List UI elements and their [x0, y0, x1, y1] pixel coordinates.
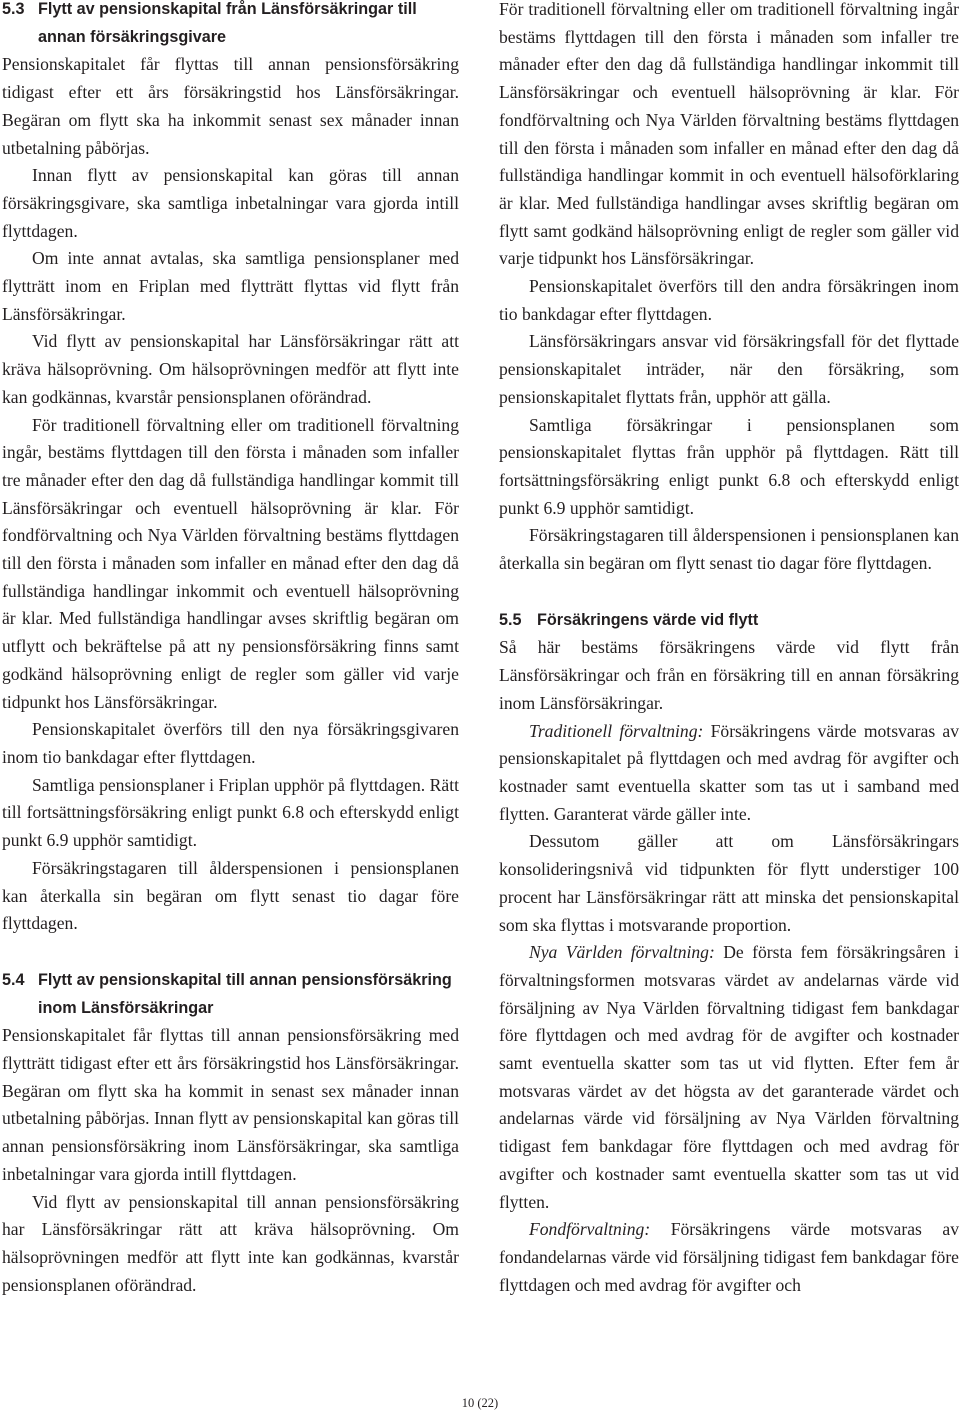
section-heading-5-4	[2, 967, 459, 1022]
term-label: Traditionell förvaltning:	[529, 720, 704, 741]
paragraph: Vid flytt av pensionskapital har Länsförsäkringar rätt att kräva hälsoprövning. Om hälsoprövningen medför att flytt inte kan godkännas, kvarstår pensionsplanen oförändrad.	[2, 331, 459, 407]
paragraph: Pensionskapitalet får flyttas till annan pensionsförsäkring med flytträtt tidigast efter ett års försäkringstid hos Länsförsäkringar. Begäran om flytt ska ha kommit in senast sex månader innan utbetalning påbörjas. Innan flytt av pensionskapital kan göras till annan pensionsförsäkring inom Länsförsäkringar, ska samtliga inbetalningar vara gjorda intill flyttdagen.	[2, 1025, 459, 1184]
paragraph: Dessutom gäller att om Länsförsäkringars konsolideringsnivå vid tidpunkten för flytt understiger 100 procent har Länsförsäkringar rätt att minska det pensionskapital som ska flyttas i motsvarande proportion.	[499, 831, 959, 935]
paragraph: Samtliga pensionsplaner i Friplan upphör på flyttdagen. Rätt till fortsättningsförsäkring enligt punkt 6.8 och efterskydd enligt punkt 6.9 upphör samtidigt.	[2, 774, 459, 851]
term-label: Nya Världen förvaltning:	[529, 942, 715, 963]
term-text: Försäkringens värde motsvaras av fondandelarnas värde vid försäljning tidigast fem bankdagar före flyttdagen och med avdrag för avgifter och	[499, 1219, 959, 1295]
section-heading-5-5	[499, 607, 959, 635]
term-text: Försäkringens värde motsvaras av pensionskapitalet på flyttdagen och med avdrag för avgifter och kostnader samt eventuella skatter som tas ut i samband med flytten. Garanterat värde gäller inte.	[499, 720, 959, 824]
term-label: Fondförvaltning:	[529, 1219, 651, 1240]
section-number: 5.3	[2, 0, 25, 18]
page-number: 10 (22)	[461, 1396, 499, 1410]
paragraph: Om inte annat avtalas, ska samtliga pensionsplaner med flytträtt inom en Friplan med flytträtt flyttas vid flytt från Länsförsäkringar.	[2, 248, 459, 324]
section-title: Försäkringens värde vid flytt	[537, 610, 759, 629]
section-title: Flytt av pensionskapital från Länsförsäkringar till annan försäkringsgivare	[38, 0, 417, 46]
section-title: Flytt av pensionskapital till annan pensionsförsäkring inom Länsförsäkringar	[38, 970, 452, 1017]
paragraph: Innan flytt av pensionskapital kan göras till annan försäkringsgivare, ska samtliga inbetalningar vara gjorda intill flyttdagen.	[2, 165, 459, 241]
paragraph: Försäkringstagaren till ålderspensionen i pensionsplanen kan återkalla sin begäran om flytt senast tio dagar före flyttdagen.	[499, 525, 959, 574]
section-number: 5.5	[499, 610, 522, 629]
paragraph: Pensionskapitalet överförs till den nya försäkringsgivaren inom tio bankdagar efter flyttdagen.	[2, 719, 459, 767]
paragraph: Samtliga försäkringar i pensionsplanen som pensionskapitalet flyttas från upphör på flyttdagen. Rätt till fortsättningsförsäkring enligt punkt 6.8 och efterskydd enligt punkt 6.9 upphör samtidigt.	[499, 414, 959, 518]
paragraph-traditionell	[499, 718, 959, 829]
paragraph: För traditionell förvaltning eller om traditionell förvaltning ingår, bestäms flyttdagen till den första i månaden som infaller tre månader efter den dag då fullständiga handlingar kommit till Länsförsäkringar och eventuell hälsoprövning är klar. För fondförvaltning och Nya Världen förvaltning bestäms flyttdagen till den första i månaden som infaller en månad efter den dag då fullständiga handlingar inkommit och eventuell hälsoprövning är klar. Med fullständiga handlingar avses skriftlig begäran om utflytt och bekräftelse på att ny pensionsförsäkring finns samt godkänd hälsoprövning enligt de regler som gäller vid varje tidpunkt hos Länsförsäkringar.	[2, 414, 459, 712]
paragraph: Pensionskapitalet överförs till den andra försäkringen inom tio bankdagar efter flyttdagen.	[499, 276, 959, 324]
paragraph: Länsförsäkringars ansvar vid försäkringsfall för det flyttade pensionskapitalet inträder, när den försäkring, som pensionskapitalet flyttats från, upphör att gälla.	[499, 331, 959, 407]
term-text: De första fem försäkringsåren i förvaltningsformen motsvaras värdet av andelarnas värde vid försäljning av Nya Världen förvaltning tidigast fem bankdagar före flyttdagen och med avdrag för de avgifter och kostnader samt eventuella skatter som tas ut vid flytten. Efter fem år motsvaras värdet av det högsta av det garanterade värdet och andelarnas värde vid försäljning av Nya Världen förvaltning tidigast fem bankdagar före flyttdagen och med avdrag för avgifter och kostnader samt eventuella skatter som tas ut vid flytten.	[499, 942, 959, 1212]
paragraph-nya-varlden	[499, 939, 959, 1216]
paragraph: För traditionell förvaltning eller om traditionell förvaltning ingår bestäms flyttdagen till den första i månaden som infaller tre månader efter den dag då fullständiga handlingar inkommit till Länsförsäkringar och eventuell hälsoprövning är klar. För fondförvaltning och Nya Världen förvaltning bestäms flyttdagen till den första i månaden som infaller en månad efter den dag då fullständiga handlingar kommit in och eventuell hälsoförklaring är klar. Med fullständiga handlingar avses skriftlig begäran om flytt samt godkänd hälsoprövning enligt de regler som gäller vid varje tidpunkt hos Länsförsäkringar.	[499, 0, 959, 269]
paragraph: Så här bestäms försäkringens värde vid flytt från Länsförsäkringar och från en försäkring till en annan försäkring inom Länsförsäkringar.	[499, 637, 959, 713]
paragraph: Vid flytt av pensionskapital till annan pensionsförsäkring har Länsförsäkringar rätt att kräva hälsoprövning. Om hälsoprövningen medför att flytt inte kan godkännas, kvarstår pensionsplanen oförändrad.	[2, 1191, 459, 1295]
section-number: 5.4	[2, 970, 25, 989]
section-heading-5-3	[2, 0, 459, 51]
paragraph-fondforvaltning	[499, 1216, 959, 1299]
right-column	[499, 0, 959, 1299]
paragraph: Pensionskapitalet får flyttas till annan pensionsförsäkring tidigast efter ett års försäkringstid hos Länsförsäkringar. Begäran om flytt ska ha inkommit senast sex månader innan utbetalning påbörjas.	[2, 54, 459, 158]
left-column	[2, 0, 459, 1299]
paragraph: Försäkringstagaren till ålderspensionen i pensionsplanen kan återkalla sin begäran om flytt senast tio dagar före flyttdagen.	[2, 857, 459, 934]
